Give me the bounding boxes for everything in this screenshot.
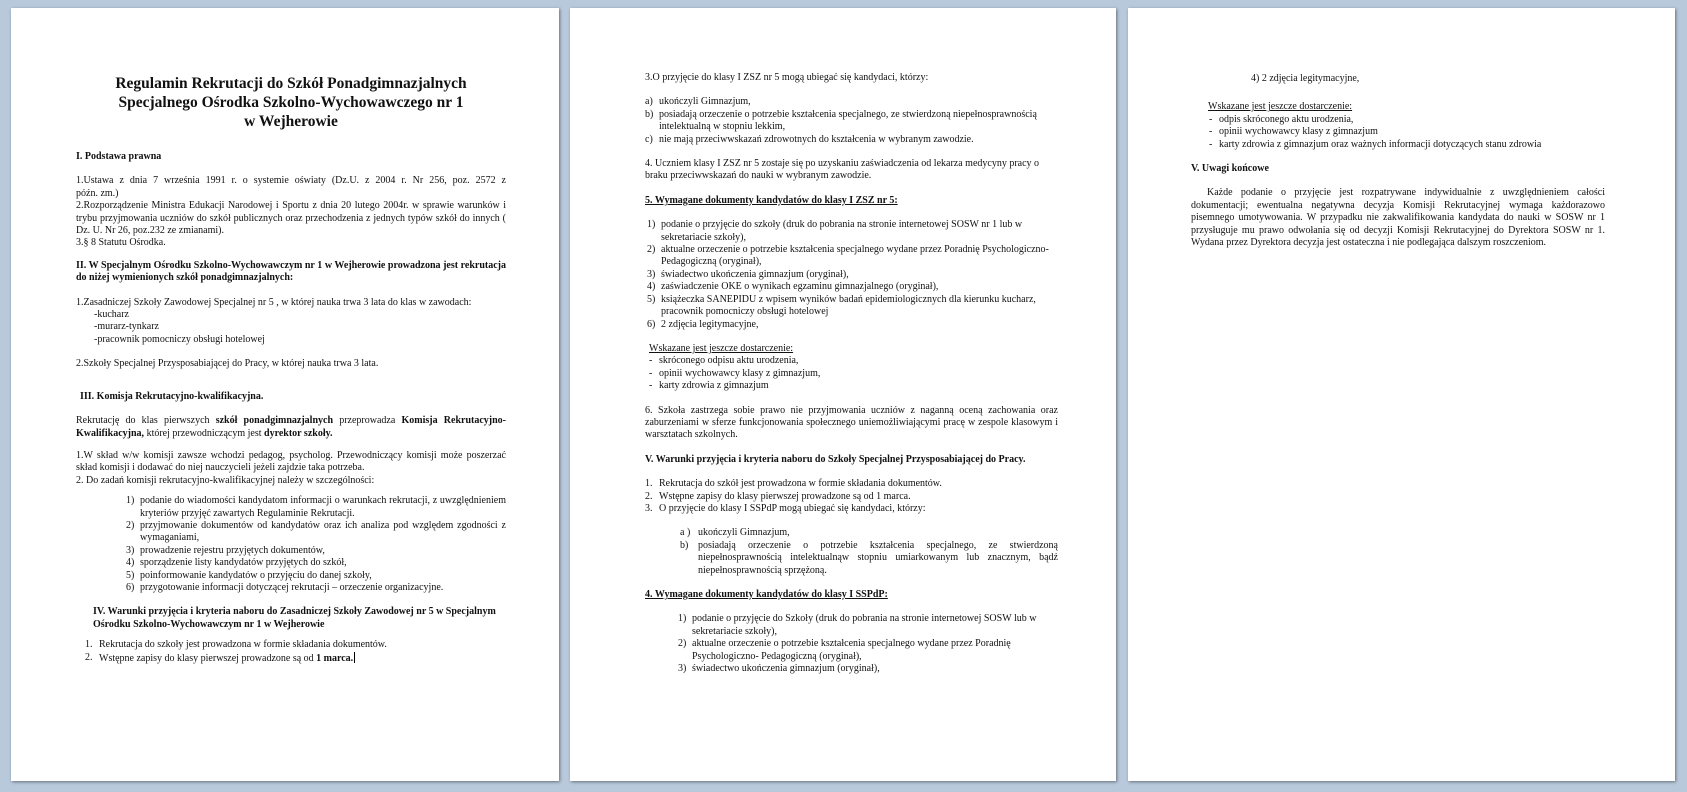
p2-docs-list (645, 219, 1058, 331)
s2-para-2: 2.Szkoły Specjalnej Przysposabiającej do Pracy, w której nauka trwa 3 lata. (76, 358, 379, 370)
s2-para-1: 1.Zasadniczej Szkoły Zawodowej Specjalnej nr 5 , w której nauka trwa 3 lata do klas w zawodach: (76, 296, 472, 308)
list-item: a ) ukończyli Gimnazjum, (680, 527, 790, 539)
list-item: - odpis skróconego aktu urodzenia, (1209, 113, 1354, 125)
s5-list (645, 478, 1058, 515)
p2-item-5-heading: 5. Wymagane dokumenty kandydatów do klasy I ZSZ nr 5: (645, 194, 898, 206)
p2-item-4b-heading: 4. Wymagane dokumenty kandydatów do klasy I SSPdP: (645, 589, 888, 600)
list-item: b) posiadają orzeczenie o potrzebie kształcenia specjalnego, ze stwierdzoną niepełnosprawnością intelektualną w stopniu lekkim, (645, 108, 1037, 133)
section-3-heading: III. Komisja Rekrutacyjno-kwalifikacyjna. (80, 390, 264, 402)
section-1-heading: I. Podstawa prawna (76, 151, 162, 162)
title-line-3: w Wejherowie (244, 113, 338, 130)
list-item: 5) książeczka SANEPIDU z wpisem wyników badań epidemiologicznych dla kierunku kucharz, pracownik pomocniczy obsługi hotelowej (647, 293, 1036, 318)
list-item: b) posiadają orzeczenie o potrzebie kształcenia specjalnego, ze stwierdzoną niepełnosprawnością intelektualnąw stopniu umiarkowanym lub znacznym, bądź niepełnosprawnością sprzężoną. (680, 539, 1058, 576)
commission-tasks-list (76, 495, 506, 594)
list-item: 4) zaświadczenie OKE o wynikach egzaminu gimnazjalnego (oryginał), (647, 281, 939, 293)
list-item: 2) aktualne orzeczenie o potrzebie kształcenia specjalnego wydane przez Poradnię Psychologiczno- Pedagogiczną (oryginał), (678, 638, 1011, 662)
p2-item-3-heading: 3.O przyjęcie do klasy I ZSZ nr 5 mogą ubiegać się kandydaci, którzy: (645, 72, 929, 83)
list-item: 2. Wstępne zapisy do klasy pierwszej prowadzone są od 1 marca. (85, 651, 354, 664)
s1-para-1b: późn. zm.) (76, 187, 119, 199)
document-page-3[interactable] (1128, 8, 1675, 781)
list-item: 4) sporządzenie listy kandydatów przyjętych do szkół, (126, 557, 347, 569)
list-item: 1) podanie do wiadomości kandydatom informacji o warunkach rekrutacji, z uwzględnieniem kryteriów przyjęć zawartych Regulaminie Rekrutacji. (126, 495, 506, 519)
p3-item-4: 4) 2 zdjęcia legitymacyjne, (1251, 73, 1360, 84)
section-5-heading: V. Warunki przyjęcia i kryteria naboru do Szkoły Specjalnej Przysposabiającej do Pracy. (645, 453, 1026, 465)
document-page-1[interactable] (11, 8, 559, 781)
list-item: - opinii wychowawcy klasy z gimnazjum, (649, 367, 821, 379)
list-item: 6) przygotowanie informacji dotyczącej rekrutacji – orzeczenie organizacyjne. (126, 581, 444, 593)
list-item: 2) przyjmowanie dokumentów od kandydatów oraz ich analiza pod względem zgodności z wymaganiami, (126, 519, 506, 544)
document-page-2[interactable] (570, 8, 1116, 781)
s3-para-1: 1.W skład w/w komisji zawsze wchodzi pedagog, psycholog. Przewodniczący komisji może poszerzać skład komisji i dodawać do niej nauczycieli jeżeli zajdzie taka potrzeba. (76, 449, 506, 474)
list-item: 3) świadectwo ukończenia gimnazjum (oryginał), (678, 663, 880, 675)
s1-para-3: 3.§ 8 Statutu Ośrodka. (76, 237, 166, 249)
p2-item-6: 6. Szkoła zastrzega sobie prawo nie przyjmowania uczniów z naganną oceną zachowania oraz zaburzeniami w sferze funkcjonowania społecznego uniemożliwiającymi pracę w zespole klasowym i warsztatach szkolnych. (645, 404, 1058, 441)
section-4-heading: IV. Warunki przyjęcia i kryteria naboru do Zasadniczej Szkoły Zawodowej nr 5 w Specjalnym Ośrodku Szkolno-Wychowawczym nr 1 w Wejherowie (93, 606, 496, 630)
trade-item: -kucharz (94, 309, 129, 321)
list-item: 1. Rekrutacja do szkół jest prowadzona w formie składania dokumentów. (645, 478, 942, 490)
trade-item: -pracownik pomocniczy obsługi hotelowej (94, 333, 265, 345)
list-item: a) ukończyli Gimnazjum, (645, 96, 751, 108)
s4-list (76, 639, 506, 665)
title-line-2: Specjalnego Ośrodka Szkolno-Wychowawczego nr 1 (118, 94, 464, 111)
p2-list-3 (645, 96, 1058, 146)
p2-extra-heading: Wskazane jest jeszcze dostarczenie: (649, 342, 794, 354)
s5-sublist (645, 527, 1058, 577)
list-item: - opinii wychowawcy klasy z gimnazjum (1209, 126, 1378, 138)
s1-para-1a: 1.Ustawa z dnia 7 września 1991 r. o systemie oświaty (Dz.U. z 2004 r. Nr 256, poz. 2572 z (76, 175, 506, 187)
p2-docs-list-2 (645, 613, 1058, 675)
s3-para-2: 2. Do zadań komisji rekrutacyjno-kwalifikacyjnej należy w szczególności: (76, 474, 375, 486)
trade-item: -murarz-tynkarz (94, 321, 159, 333)
list-item: 1) podanie o przyjęcie do Szkoły (druk do pobrania na stronie internetowej SOSW lub w sekretariacie szkoły), (678, 613, 1037, 637)
list-item: 6) 2 zdjęcia legitymacyjne, (647, 318, 759, 330)
list-item: - karty zdrowia z gimnazjum (649, 380, 769, 392)
p2-item-4: 4. Uczniem klasy I ZSZ nr 5 zostaje się po uzyskaniu zaświadczenia od lekarza medycyny pracy o braku przeciwwskazań do nauki w wybranym zawodzie. (645, 158, 1040, 182)
closing-remarks: Każde podanie o przyjęcie jest rozpatrywane indywidualnie z uwzględnieniem całości dokumentacji; ewentualna negatywna decyzja Komisji Rekrutacyjnej wymaga każdorazowo pisemnego umotywowania. W przypadku nie zakwalifikowania kandydata do nauki w SOSW nr 1 przysługuje mu prawo odwołania się od decyzji Komisji Rekrutacyjnej do Dyrektora SOSW nr 1. Wydana przez Dyrektora decyzja jest ostateczna i nie podlegająca dalszym roszczeniom. (1191, 187, 1605, 249)
document-title (76, 74, 506, 131)
list-item: 3) prowadzenie rejestru przyjętych dokumentów, (126, 544, 325, 556)
list-item: 1. Rekrutacja do szkoły jest prowadzona w formie składania dokumentów. (85, 639, 387, 651)
list-item: 3) świadectwo ukończenia gimnazjum (oryginał), (647, 268, 849, 280)
trade-list (76, 309, 506, 346)
list-item: 5) poinformowanie kandydatów o przyjęciu do danej szkoły, (126, 569, 372, 581)
text-cursor (354, 652, 355, 663)
list-item: - skróconego odpisu aktu urodzenia, (649, 355, 799, 367)
list-item: c) nie mają przeciwwskazań zdrowotnych do kształcenia w wybranym zawodzie. (645, 133, 974, 145)
list-item: - karty zdrowia z gimnazjum oraz ważnych informacji dotyczących stanu zdrowia (1209, 138, 1542, 150)
list-item: 2. Wstępne zapisy do klasy pierwszej prowadzone są od 1 marca. (645, 490, 911, 502)
p3-extra-heading: Wskazane jest jeszcze dostarczenie: (1208, 101, 1353, 113)
title-line-1: Regulamin Rekrutacji do Szkół Ponadgimnazjalnych (115, 75, 467, 92)
list-item: 2) aktualne orzeczenie o potrzebie kształcenia specjalnego wydane przez Poradnię Psychologiczno- Pedagogiczną (oryginał), (647, 244, 1049, 268)
s1-para-2: 2.Rozporządzenie Ministra Edukacji Narodowej i Sportu z dnia 20 lutego 2004r. w sprawie warunków i trybu przyjmowania uczniów do szkół publicznych oraz przechodzenia z jednych typów szkół do innych ( Dz. U. Nr 26, poz.232 ze zmianami). (76, 200, 506, 237)
list-item: 1) podanie o przyjęcie do szkoły (druk do pobrania na stronie internetowej SOSW nr 1 lub w sekretariacie szkoły), (647, 219, 1023, 243)
s3-intro: Rekrutację do klas pierwszych szkół ponadgimnazjalnych przeprowadza Komisja Rekrutacyjno-Kwalifikacyjna, której przewodniczącym jest dyrektor szkoły. (76, 415, 506, 439)
section-6-heading: V. Uwagi końcowe (1191, 163, 1269, 175)
section-2-heading: II. W Specjalnym Ośrodku Szkolno-Wychowawczym nr 1 w Wejherowie prowadzona jest rekrutacja do niżej wymienionych szkół ponadgimnazjalnych: (76, 259, 506, 284)
p3-extra-list (1191, 114, 1605, 151)
p2-extra-list (645, 355, 1058, 392)
list-item: 3. O przyjęcie do klasy I SSPdP mogą ubiegać się kandydaci, którzy: (645, 502, 926, 514)
